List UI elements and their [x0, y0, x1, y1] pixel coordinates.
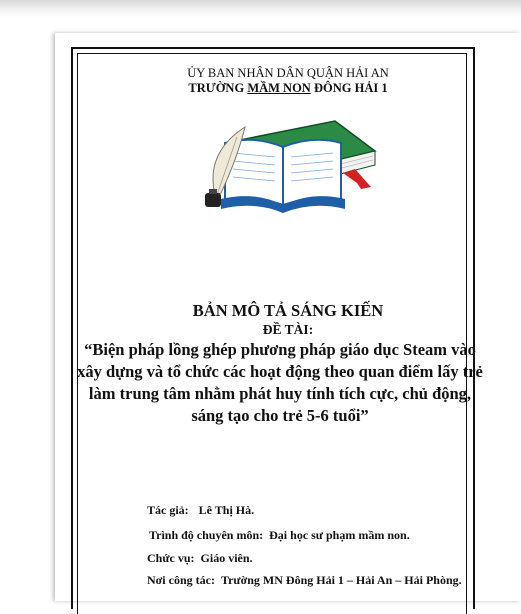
author-label: Tác giả: [147, 503, 189, 517]
title-line: làm trung tâm nhằm phát huy tính tích cực, chủ động, [88, 384, 472, 403]
position-row [147, 551, 253, 566]
qualification-label: Trình độ chuyên môn: [149, 528, 264, 542]
school-name [55, 81, 521, 96]
title-line: xây dựng và tổ chức các hoạt động theo quan điểm lấy trẻ [77, 362, 483, 381]
organization-name: ỦY BAN NHÂN DÂN QUẬN HẢI AN [187, 66, 389, 80]
open-book-icon [221, 140, 345, 213]
topic-label: ĐỀ TÀI: [262, 322, 314, 337]
workplace-row [147, 573, 462, 588]
workplace-value: Trường MN Đông Hải 1 – Hải An – Hải Phòng. [220, 573, 462, 587]
position-value: Giáo viên. [200, 551, 253, 565]
document-page [55, 33, 521, 601]
workplace-label: Nơi công tác: [147, 573, 215, 587]
school-prefix: TRƯỜNG [188, 81, 248, 95]
page-top-gutter [0, 0, 521, 18]
title-line: “Biện pháp lồng ghép phương pháp giáo dục Steam vào [84, 340, 476, 359]
author-row [147, 503, 254, 518]
bookmark-ribbon-icon [343, 169, 371, 189]
author-value: Lê Thị Hà. [198, 503, 255, 517]
initiative-title [75, 339, 485, 427]
document-type: BẢN MÔ TẢ SÁNG KIẾN [192, 301, 384, 320]
qualification-value: Đại học sư phạm mầm non. [269, 528, 410, 542]
title-line: sáng tạo cho trẻ 5-6 tuổi” [191, 406, 369, 425]
school-suffix: ĐÔNG HẢI 1 [310, 81, 388, 95]
position-label: Chức vụ: [147, 551, 195, 565]
qualification-row [149, 528, 410, 543]
school-underlined: MẦM NON [247, 81, 311, 95]
book-quill-illustration [175, 113, 395, 223]
